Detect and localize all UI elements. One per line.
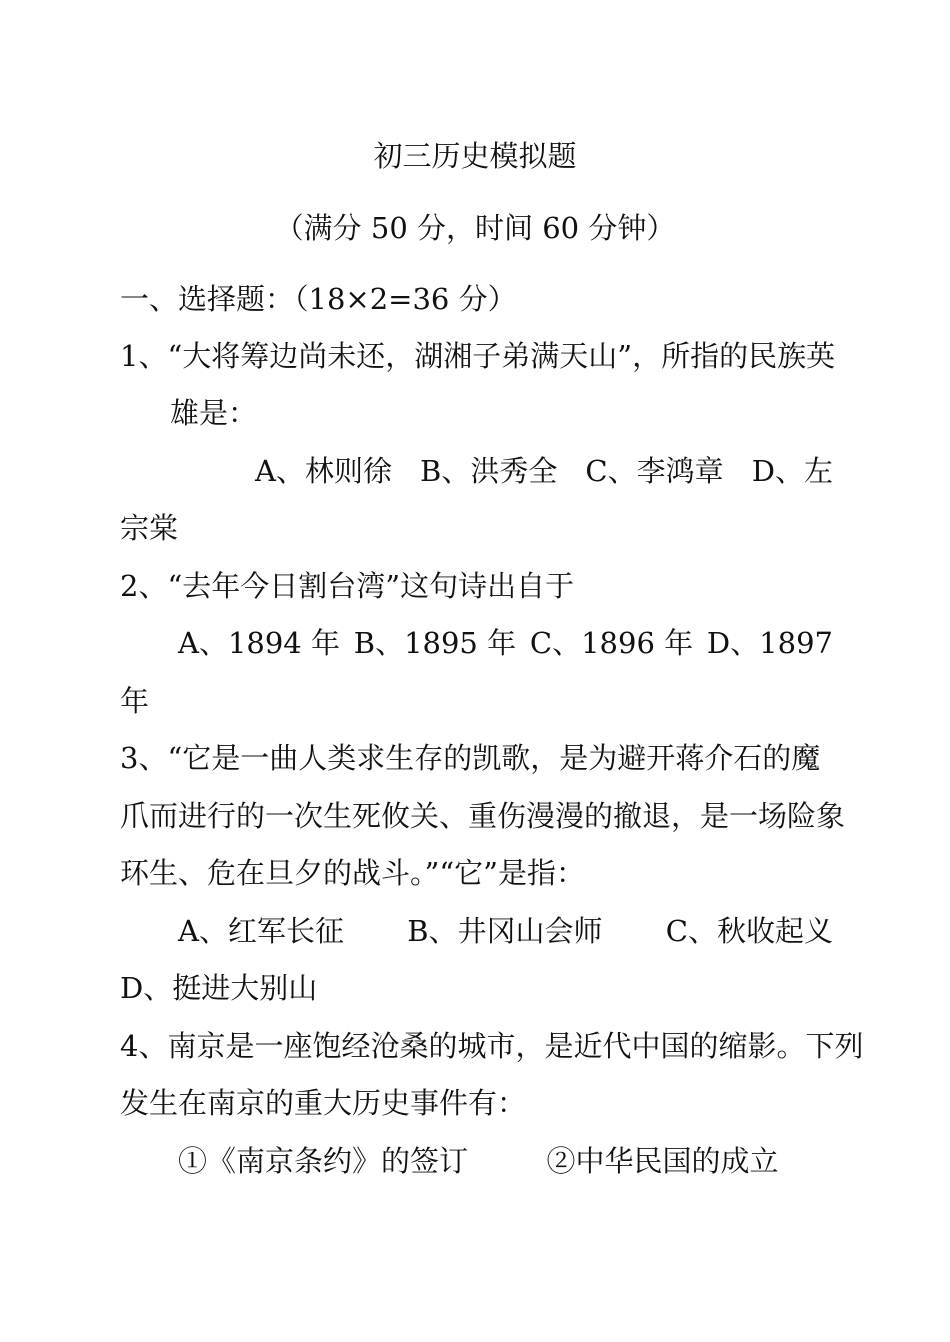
option-c: C、李鸿章 bbox=[585, 454, 724, 488]
option-1: ①《南京条约》的签订 bbox=[178, 1144, 469, 1178]
options-row bbox=[178, 914, 833, 948]
option-c: C、秋收起义 bbox=[665, 914, 833, 948]
option-2: ②中华民国的成立 bbox=[546, 1144, 779, 1178]
options-row bbox=[255, 454, 833, 488]
option-b: B、洪秀全 bbox=[420, 454, 558, 488]
option-a: A、红军长征 bbox=[178, 914, 344, 948]
option-a: A、林则徐 bbox=[255, 454, 392, 488]
option-overflow: 年 bbox=[120, 684, 150, 718]
question-stem-line: 3、“它是一曲人类求生存的凯歌，是为避开蒋介石的魔 bbox=[120, 741, 821, 775]
option-d: D、1897 bbox=[706, 626, 833, 660]
option-overflow: 宗棠 bbox=[120, 511, 179, 545]
options-row bbox=[178, 626, 833, 660]
question-stem-line: 发生在南京的重大历史事件有： bbox=[120, 1086, 527, 1120]
page-title: 初三历史模拟题 bbox=[373, 139, 577, 173]
option-b: B、1895 年 bbox=[353, 626, 517, 660]
option-b: B、井冈山会师 bbox=[407, 914, 603, 948]
option-c: C、1896 年 bbox=[529, 626, 694, 660]
question-stem-line: 爪而进行的一次生死攸关、重伤漫漫的撤退，是一场险象 bbox=[120, 799, 846, 833]
page-subtitle: （满分 50 分，时间 60 分钟） bbox=[274, 211, 676, 245]
section-heading: 一、选择题：（18×2=36 分） bbox=[120, 282, 517, 316]
question-stem-line: 4、南京是一座饱经沧桑的城市，是近代中国的缩影。下列 bbox=[120, 1029, 864, 1063]
question-stem-line: 环生、危在旦夕的战斗。”“它”是指： bbox=[120, 856, 585, 890]
question-stem-line: 2、“去年今日割台湾”这句诗出自于 bbox=[120, 569, 575, 603]
option-a: A、1894 年 bbox=[178, 626, 340, 660]
question-stem-line: 1、“大将筹边尚未还，湖湘子弟满天山”，所指的民族英 bbox=[120, 339, 836, 373]
option-d: D、左 bbox=[751, 454, 833, 488]
options-row bbox=[178, 1144, 779, 1178]
question-stem-line: 雄是： bbox=[170, 396, 258, 430]
option-overflow: D、挺进大别山 bbox=[120, 971, 318, 1005]
